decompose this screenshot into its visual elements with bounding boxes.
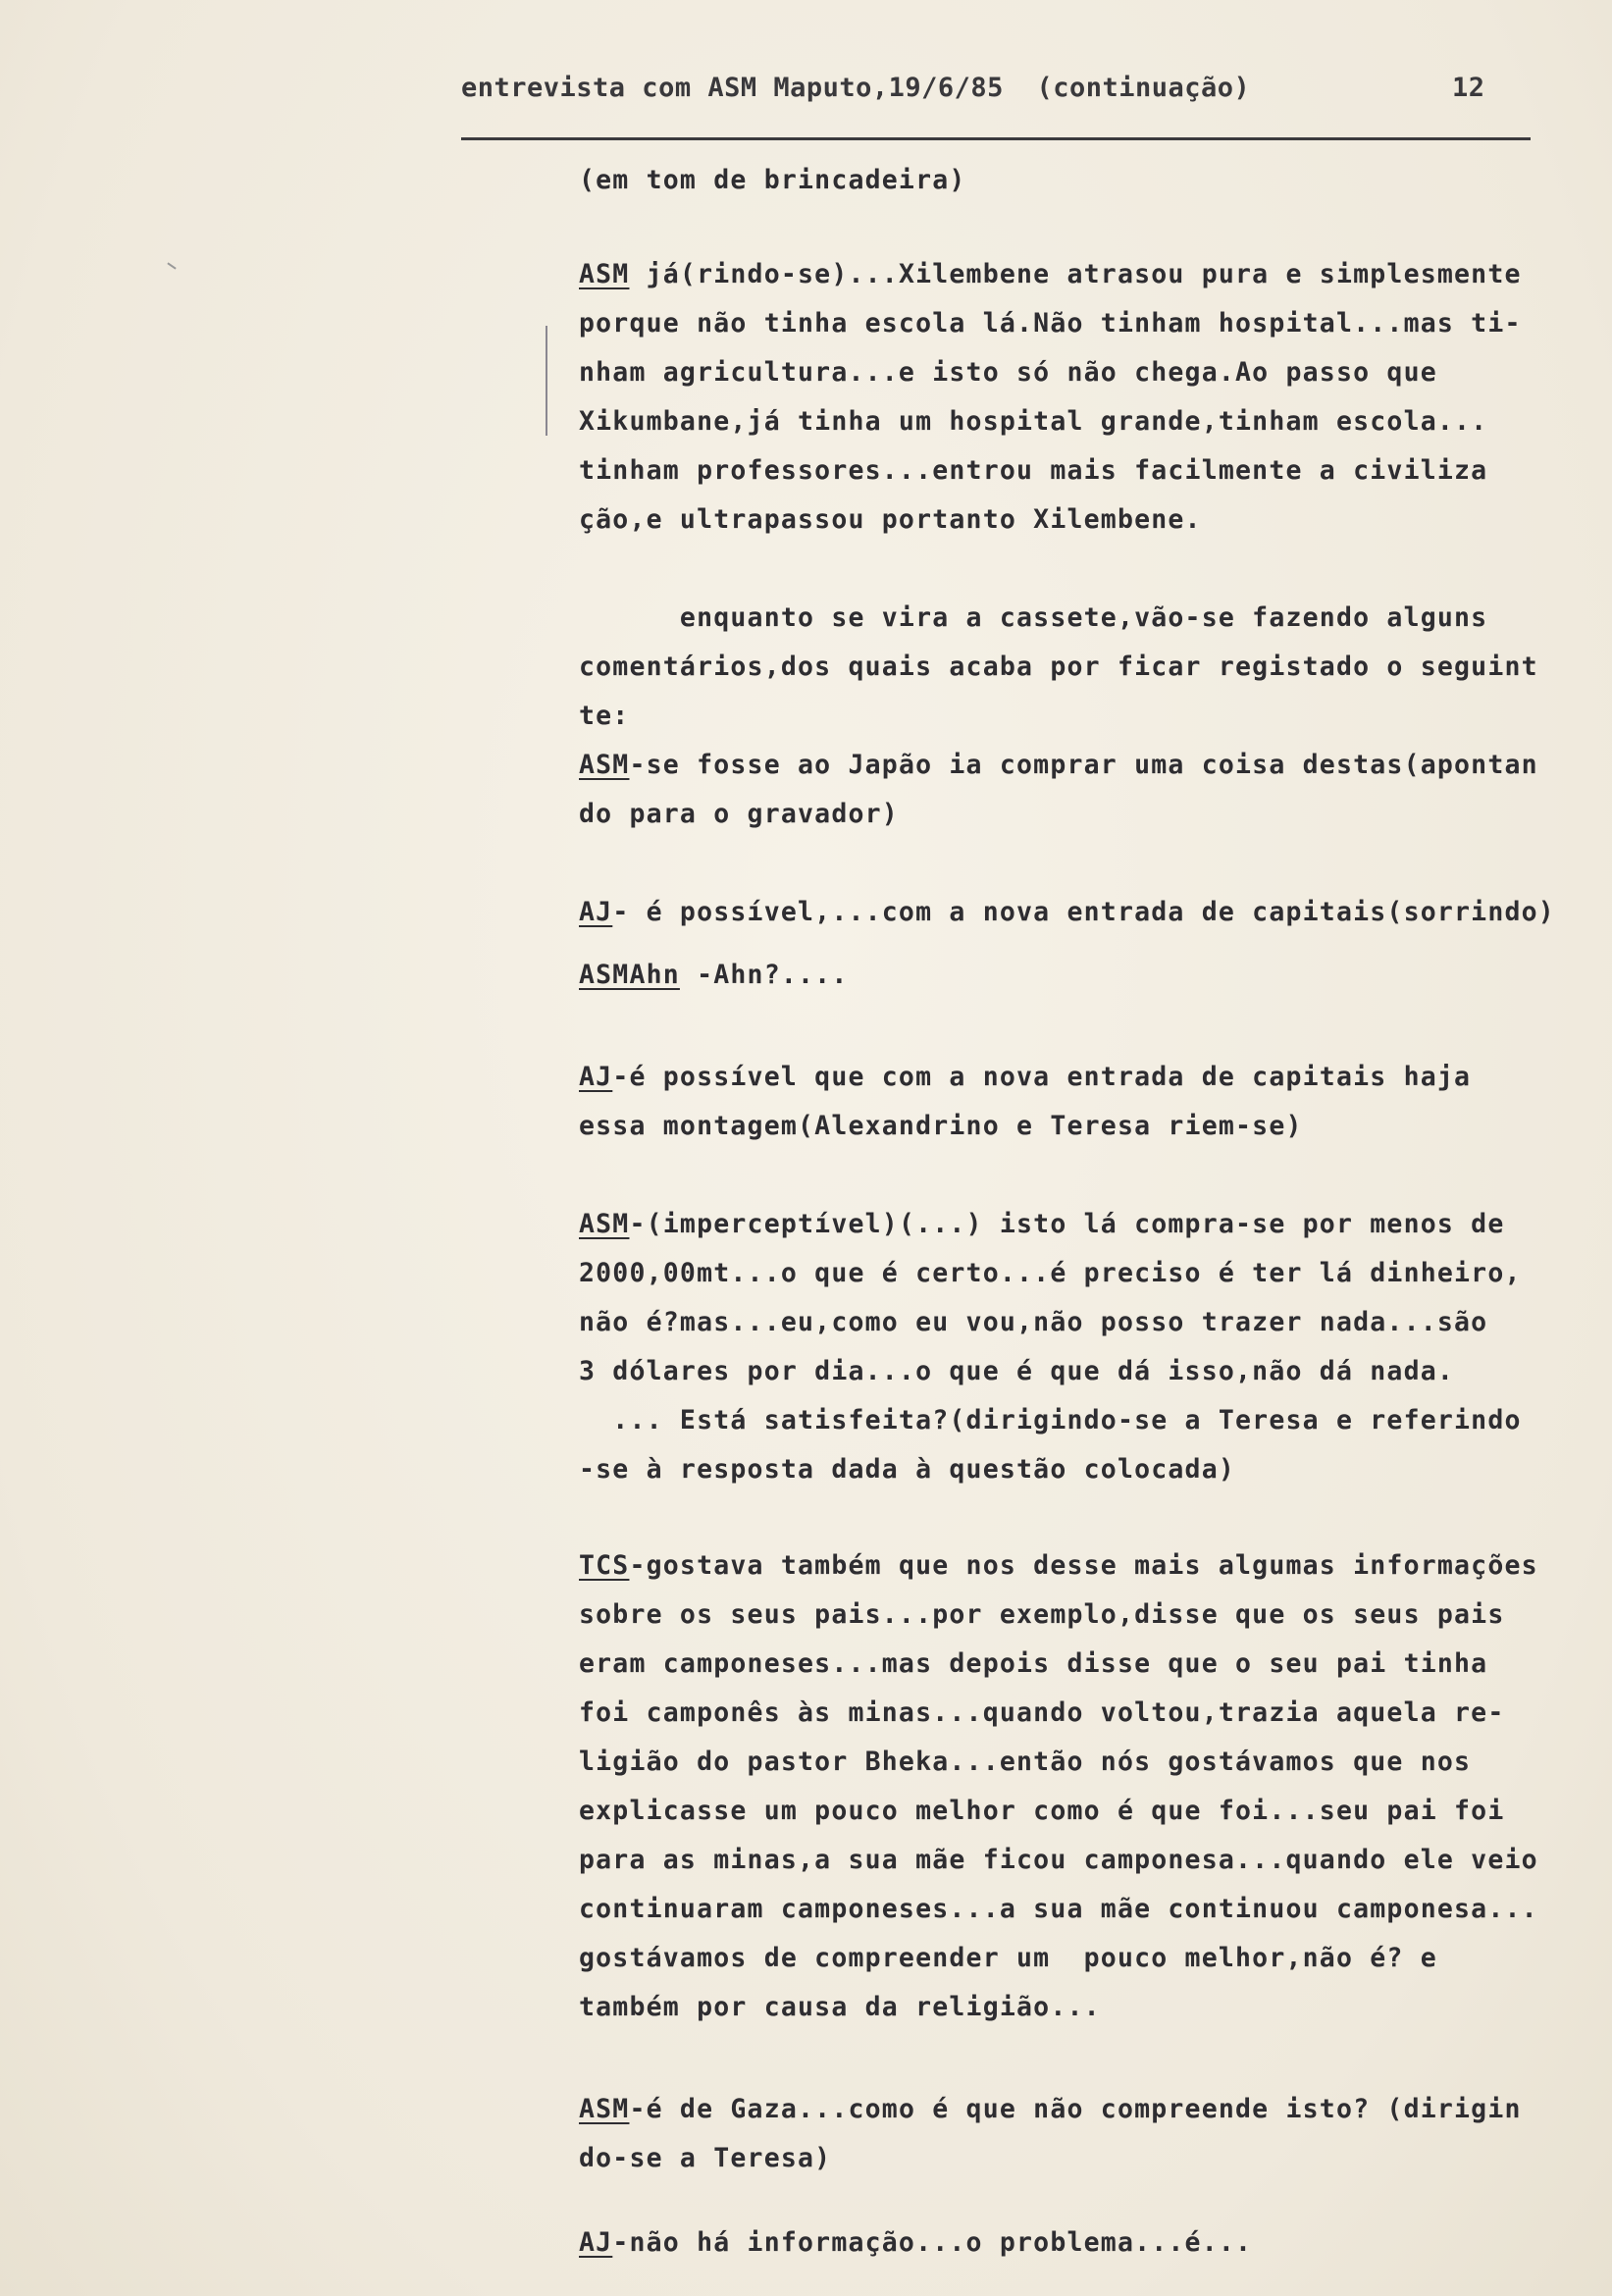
- speaker-label: AJ: [579, 2227, 613, 2258]
- transcript-line: [579, 897, 1555, 927]
- transcript-line: [579, 1209, 1505, 1239]
- speaker-label: ASM: [579, 750, 630, 780]
- line-text: tinham professores...entrou mais facilmente a civiliza: [579, 455, 1488, 486]
- line-text: -é de Gaza...como é que não compreende isto? (dirigin: [629, 2094, 1522, 2124]
- transcript-line: [579, 2143, 831, 2173]
- line-text: para as minas,a sua mãe ficou camponesa...quando ele veio: [579, 1845, 1538, 1875]
- margin-mark: [546, 326, 547, 436]
- transcript-line: [579, 750, 1538, 780]
- stray-mark: [167, 262, 176, 269]
- transcript-line: [579, 1550, 1538, 1581]
- transcript-line: [579, 1111, 1303, 1141]
- transcript-line: [579, 1307, 1487, 1337]
- line-text: ... Está satisfeita?(dirigindo-se a Teresa e referindo: [579, 1405, 1522, 1435]
- line-text: 2000,00mt...o que é certo...é preciso é ter lá dinheiro,: [579, 1258, 1522, 1288]
- line-text: sobre os seus pais...por exemplo,disse que os seus pais: [579, 1599, 1505, 1630]
- transcript-line: [579, 1454, 1235, 1485]
- line-text: (em tom de brincadeira): [579, 165, 966, 195]
- transcript-line: [579, 504, 1202, 535]
- line-text: continuaram camponeses...a sua mãe continuou camponesa...: [579, 1894, 1538, 1924]
- speaker-label: TCS: [579, 1550, 630, 1581]
- line-text: ligião do pastor Bheka...então nós gostávamos que nos: [579, 1747, 1472, 1777]
- speaker-label: AJ: [579, 1062, 613, 1092]
- transcript-line: [579, 1697, 1505, 1728]
- line-text: não é?mas...eu,como eu vou,não posso trazer nada...são: [579, 1307, 1488, 1337]
- transcript-line: [579, 1992, 1101, 2022]
- transcript-line: [579, 1747, 1471, 1777]
- line-text: nham agricultura...e isto só não chega.Ao passo que: [579, 357, 1437, 388]
- transcript-line: [579, 2094, 1522, 2124]
- header-rule: [461, 137, 1531, 140]
- line-text: comentários,dos quais acaba por ficar registado o seguint: [579, 652, 1538, 682]
- transcript-line: [579, 165, 966, 195]
- transcript-line: [579, 259, 1522, 289]
- line-text: Xikumbane,já tinha um hospital grande,tinham escola...: [579, 406, 1488, 437]
- line-text: ção,e ultrapassou portanto Xilembene.: [579, 504, 1202, 535]
- transcript-line: [579, 1845, 1538, 1875]
- header-title: entrevista com ASM Maputo,19/6/85 (continuação): [461, 73, 1251, 103]
- line-text: 3 dólares por dia...o que é que dá isso,não dá nada.: [579, 1356, 1455, 1386]
- line-text: porque não tinha escola lá.Não tinham hospital...mas ti-: [579, 308, 1522, 339]
- line-text: enquanto se vira a cassete,vão-se fazendo alguns: [579, 602, 1488, 633]
- transcript-line: [579, 1648, 1487, 1679]
- transcript-line: [579, 701, 629, 731]
- line-text: te:: [579, 701, 630, 731]
- line-text: -não há informação...o problema...é...: [612, 2227, 1253, 2258]
- transcript-line: [579, 357, 1437, 388]
- line-text: eram camponeses...mas depois disse que o seu pai tinha: [579, 1648, 1488, 1679]
- line-text: também por causa da religião...: [579, 1992, 1101, 2022]
- speaker-label: AJ: [579, 897, 613, 927]
- speaker-label: ASMAhn: [579, 960, 680, 990]
- line-text: gostávamos de compreender um pouco melhor,não é? e: [579, 1943, 1437, 1973]
- transcript-line: [579, 1356, 1454, 1386]
- line-text: -é possível que com a nova entrada de capitais haja: [612, 1062, 1472, 1092]
- transcript-line: [579, 652, 1538, 682]
- transcript-line: [579, 1894, 1538, 1924]
- line-text: do para o gravador): [579, 799, 899, 829]
- line-text: -gostava também que nos desse mais algumas informações: [629, 1550, 1538, 1581]
- transcript-line: [579, 602, 1487, 633]
- transcript-line: [579, 960, 848, 990]
- page-number: 12: [1452, 73, 1485, 103]
- transcript-line: [579, 1943, 1437, 1973]
- speaker-label: ASM: [579, 259, 630, 289]
- transcript-line: [579, 1796, 1505, 1826]
- line-text: -se à resposta dada à questão colocada): [579, 1454, 1236, 1485]
- line-text: explicasse um pouco melhor como é que foi...seu pai foi: [579, 1796, 1505, 1826]
- transcript-line: [579, 1405, 1522, 1435]
- line-text: - é possível,...com a nova entrada de capitais(sorrindo): [612, 897, 1555, 927]
- line-text: -Ahn?....: [679, 960, 849, 990]
- line-text: essa montagem(Alexandrino e Teresa riem-se): [579, 1111, 1303, 1141]
- transcript-line: [579, 1599, 1505, 1630]
- line-text: -(imperceptível)(...) isto lá compra-se por menos de: [629, 1209, 1505, 1239]
- transcript-line: [579, 2227, 1252, 2258]
- transcript-line: [579, 455, 1487, 486]
- transcript-line: [579, 1062, 1471, 1092]
- transcript-line: [579, 406, 1487, 437]
- transcript-line: [579, 1258, 1522, 1288]
- speaker-label: ASM: [579, 1209, 630, 1239]
- transcript-line: [579, 799, 899, 829]
- transcript-line: [579, 308, 1522, 339]
- line-text: foi camponês às minas...quando voltou,trazia aquela re-: [579, 1697, 1505, 1728]
- line-text: já(rindo-se)...Xilembene atrasou pura e simplesmente: [629, 259, 1522, 289]
- line-text: -se fosse ao Japão ia comprar uma coisa destas(apontan: [629, 750, 1538, 780]
- line-text: do-se a Teresa): [579, 2143, 832, 2173]
- speaker-label: ASM: [579, 2094, 630, 2124]
